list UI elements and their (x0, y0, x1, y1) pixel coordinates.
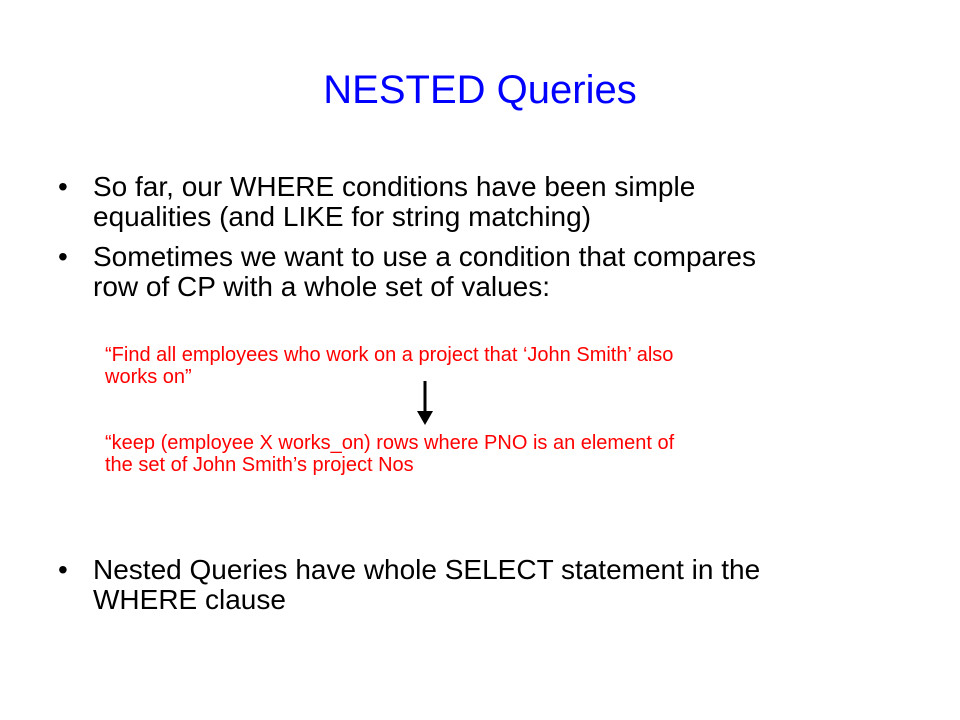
quote-find-employees (105, 344, 885, 388)
quote-line: “keep (employee X works_on) rows where PNO is an element of (105, 432, 675, 454)
bullet-line: Nested Queries have whole SELECT statement in the (93, 554, 761, 585)
bullet-text (93, 242, 933, 302)
quote-line: “Find all employees who work on a project that ‘John Smith’ also (105, 344, 674, 366)
slide-title: NESTED Queries (323, 68, 637, 112)
bullet-marker: • (58, 554, 68, 585)
bullet-marker: • (58, 241, 68, 272)
bullet-line: row of CP with a whole set of values: (93, 271, 551, 302)
bullet-text (93, 172, 933, 232)
bullet-line: equalities (and LIKE for string matching) (93, 201, 592, 232)
bullet-marker: • (58, 171, 68, 202)
down-arrow-icon (414, 381, 436, 425)
quote-line: works on” (105, 366, 192, 388)
bullet-text (93, 555, 933, 615)
bullet-line: WHERE clause (93, 584, 286, 615)
quote-line: the set of John Smith’s project Nos (105, 454, 414, 476)
quote-keep-rows (105, 432, 885, 476)
bullet-line: Sometimes we want to use a condition that compares (93, 241, 757, 272)
bullet-line: So far, our WHERE conditions have been simple (93, 171, 696, 202)
